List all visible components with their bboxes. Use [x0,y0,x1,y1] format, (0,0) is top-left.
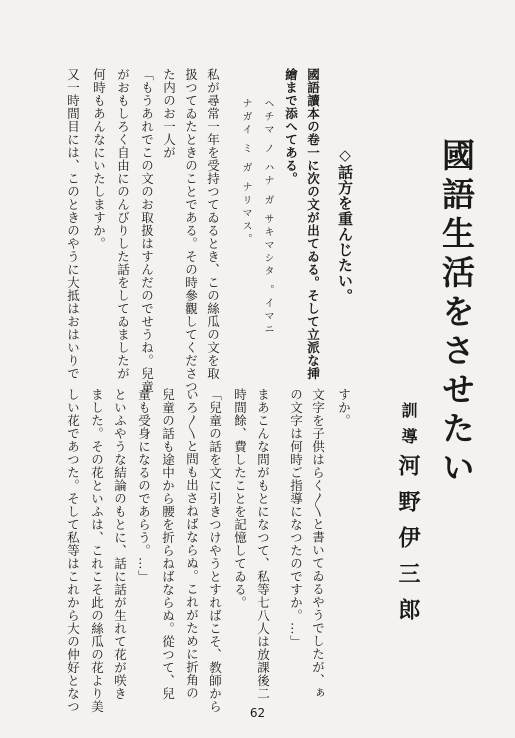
left-column-1: 國語讀本の卷一に次の文が出てゐる。そして立派な挿 [305,68,321,380]
section-heading: ◇話方を重んじたい。 [336,146,354,304]
right-column-12: しい花であつた。そして私等はこれから大の仲好となつ [65,388,81,713]
right-column-5: 時間餘、費したことを記憶してゐる。 [232,388,248,609]
right-column-11: ました。その花といふは、これこそ此の絲瓜の花より美 [89,388,105,713]
right-column-8: 兒童の話も途中から腰を折らねばならぬ。從つて、兒 [160,388,176,700]
right-column-2: 文字を子供はらく〳〵と書いてゐるやうでしたが、ぁ [310,388,326,700]
left-column-10: 何時もあんなにいたしますか。 [91,68,107,250]
author-byline [397,402,419,634]
right-column-9: 童も受身になるのであらう。…」 [136,388,152,583]
left-column-2: 繪まで添へてある。 [283,68,299,185]
right-column-10: といふやうな結論のもとに、話に話が生れて花が咲き [112,388,128,700]
author-name: 河野伊三郎 [395,454,421,634]
right-column-3: の文字は何時ご指導になつたのですか。…」 [288,388,304,648]
page-number: 62 [249,706,266,720]
left-column-4: ナガイ ミ ガ ナリマス。 [240,98,251,247]
article-title: 國語生活をさせたい [437,138,476,489]
right-column-6: 「兒童の話を文に引きつけやうとすればこそ、教師から [207,388,223,713]
right-column-1: すか。 [336,388,352,427]
right-column-7: いろ〳〵と問も出さねばならぬ。これがために折角の [184,388,200,700]
left-column-11: 又一時間目には、このときのやうに大抵はおはいりで [65,68,81,380]
left-column-8: 「もうあれでこの文のお取扱はすんだのでせうね。兒童 [139,68,155,393]
left-column-3: ヘチマ ノ ハナ ガ サキマシタ 。イマニ [262,98,273,337]
left-column-7: た内のお一人が [161,68,177,159]
left-column-6: 扱つてゐたときのことである。その時參觀してくださつ [183,68,199,393]
left-column-5: 私が尋常一年を受持つてゐるとき、この絲瓜の文を取 [205,68,221,380]
author-role: 訓導 [399,402,418,454]
left-column-9: がおもしろく自由にのんびりした話をしてゐましたが [115,68,131,380]
right-column-4: まあこんな問がもとになつて、私等七八人は放課後二 [255,388,271,700]
